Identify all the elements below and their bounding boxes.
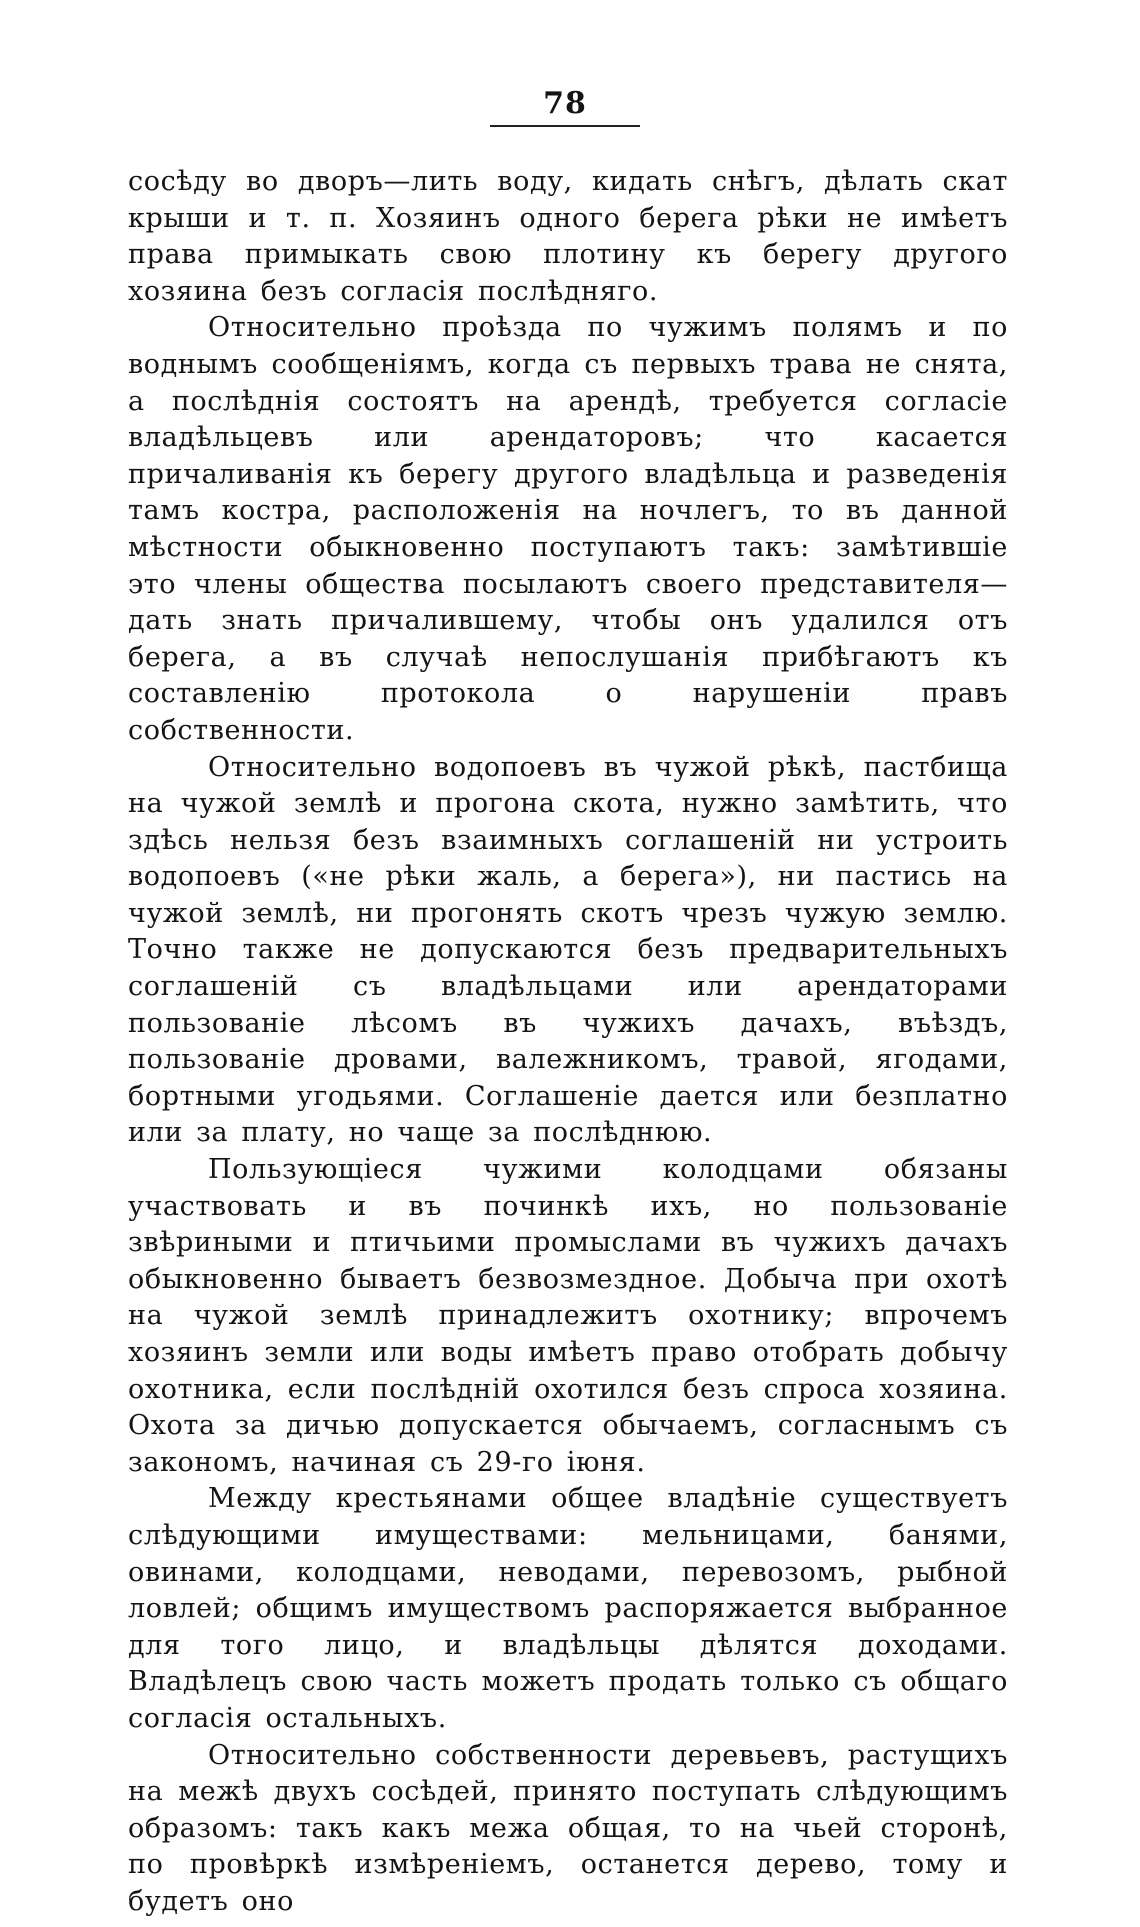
page-header — [490, 85, 640, 127]
paragraph-watering-pasture: Относительно водопоевъ въ чужой рѣкѣ, пастбища на чужой землѣ и прогона скота, нужно замѣтить, что здѣсь нельзя безъ взаимныхъ соглашеній ни устроить водопоевъ («не рѣки жаль, а берега»), ни пастись на чужой землѣ, ни прогонять скотъ чрезъ чужую землю. Точно также не допускаются безъ предварительныхъ соглашеній съ владѣльцами или арендаторами пользованіе лѣсомъ въ чужихъ дачахъ, въѣздъ, пользованіе дровами, валежникомъ, травой, ягодами, бортными угодьями. Соглашеніе дается или безплатно или за плату, но чаще за послѣднюю. — [128, 751, 1008, 1149]
paragraph-passage-rights: Относительно проѣзда по чужимъ полямъ и по воднымъ сообщеніямъ, когда съ первыхъ трава не снята, а послѣднія состоятъ на арендѣ, требуется согласіе владѣльцевъ или арендаторовъ; что касается причаливанія къ берегу другого владѣльца и разведенія тамъ костра, расположенія на ночлегъ, то въ данной мѣстности обыкновенно поступаютъ такъ: замѣтившіе это члены общества посылаютъ своего представителя—дать знать причалившему, чтобы онъ удалился отъ берега, а въ случаѣ непослушанія прибѣгаютъ къ составленію протокола о нарушеніи правъ собственности. — [128, 312, 1008, 746]
paragraph-boundary-trees: Относительно собственности деревьевъ, растущихъ на межѣ двухъ сосѣдей, принято поступать слѣдующимъ образомъ: такъ какъ межа общая, то на чьей сторонѣ, по провѣркѣ измѣреніемъ, останется дерево, тому и будетъ оно — [128, 1739, 1008, 1917]
paragraph-continuation: сосѣду во дворъ—лить воду, кидать снѣгъ, дѣлать скат крыши и т. п. Хозяинъ одного берега рѣки не имѣетъ права примыкать свою плотину къ берегу другого хозяина безъ согласія послѣдняго. — [128, 166, 1008, 307]
body-text — [128, 164, 1008, 1921]
header-rule — [490, 125, 640, 127]
paragraph-common-property: Между крестьянами общее владѣніе существуетъ слѣдующими имуществами: мельницами, банями, овинами, колодцами, неводами, перевозомъ, рыбной ловлей; общимъ имуществомъ распоряжается выбранное для того лицо, и владѣльцы дѣлятся доходами. Владѣлецъ свою часть можетъ продать только съ общаго согласія остальныхъ. — [128, 1483, 1008, 1734]
page-number: 78 — [543, 86, 587, 121]
paragraph-wells-hunting: Пользующіеся чужими колодцами обязаны участвовать и въ починкѣ ихъ, но пользованіе звѣриными и птичьими промыслами въ чужихъ дачахъ обыкновенно бываетъ безвозмездное. Добыча при охотѣ на чужой землѣ принадлежитъ охотнику; впрочемъ хозяинъ земли или воды имѣетъ право отобрать добычу охотника, если послѣдній охотился безъ спроса хозяина. Охота за дичью допускается обычаемъ, согласнымъ съ закономъ, начиная съ 29-го іюня. — [128, 1154, 1008, 1478]
